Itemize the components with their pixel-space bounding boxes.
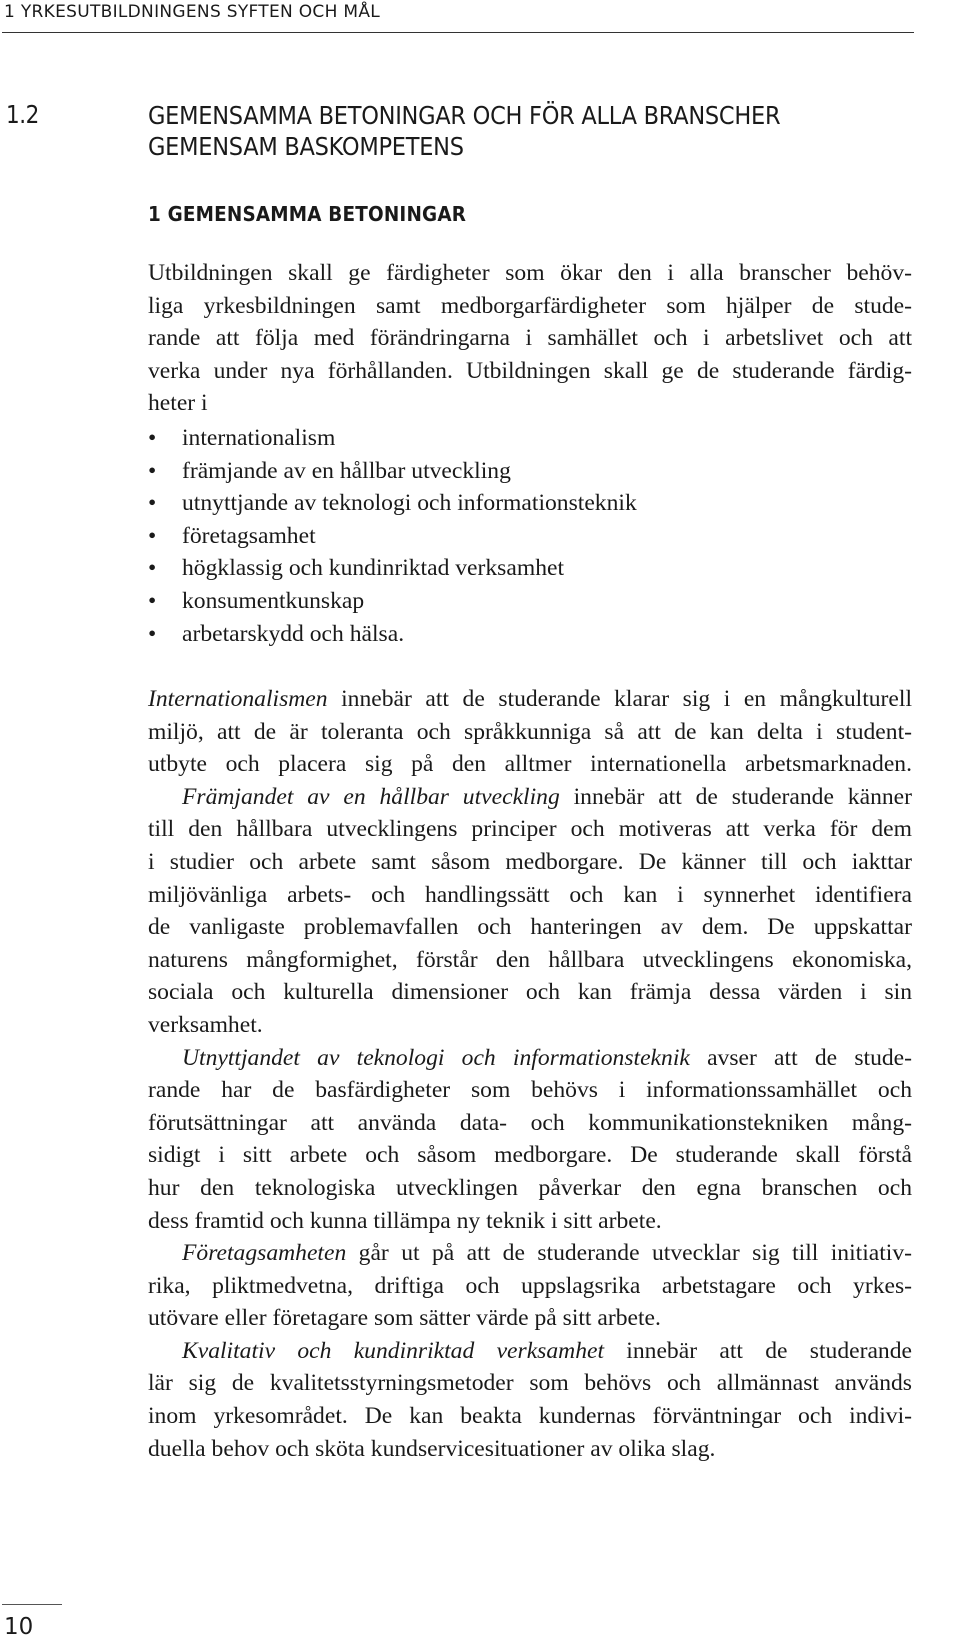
- section-title: [148, 100, 780, 162]
- paragraph-line: sociala och kulturella dimensioner och kan främja dessa värden i sin: [148, 979, 912, 1006]
- list-item: [148, 520, 637, 553]
- paragraph-line: naturens mångformighet, förstår den hållbara utvecklingens ekonomiska,: [148, 946, 912, 973]
- bullet-icon: •: [148, 425, 157, 451]
- list-item-text: företagsamhet: [182, 522, 316, 549]
- footer-rule: [2, 1604, 62, 1605]
- paragraph-line: [148, 1042, 912, 1075]
- header-rule: [2, 32, 914, 33]
- list-item-text: konsumentkunskap: [182, 587, 365, 614]
- line-text: går ut på att de studerande utvecklar sig till initiativ-: [346, 1240, 912, 1267]
- list-item-text: internationalism: [182, 425, 336, 451]
- section-title-line-2: GEMENSAM BASKOMPETENS: [148, 132, 464, 161]
- bullet-icon: •: [148, 587, 157, 614]
- paragraph-line: verksamhet.: [148, 1011, 263, 1038]
- paragraph-line: de vanligaste problemavfallen och hanteringen av dem. De uppskattar: [148, 914, 912, 941]
- list-item: [148, 618, 637, 651]
- intro-line: Utbildningen skall ge färdigheter som ökar den i alla branscher behöv-: [148, 260, 912, 286]
- emphasized-term: Främjandet av en hållbar utveckling: [182, 783, 560, 810]
- paragraph-line: duella behov och sköta kundservicesituationer av olika slag.: [148, 1435, 716, 1462]
- paragraph-line: miljö, att de är toleranta och språkkunniga så att de kan delta i student-: [148, 718, 912, 745]
- paragraph-line: rika, pliktmedvetna, driftiga och uppslagsrika arbetstagare och yrkes-: [148, 1272, 912, 1299]
- paragraph-line: [148, 781, 912, 814]
- paragraph-line: utövare eller företagare som sätter värde på sitt arbete.: [148, 1305, 661, 1332]
- paragraph-line: förutsättningar att använda data- och kommunikationstekniken mång-: [148, 1109, 912, 1136]
- body-paragraphs: [148, 683, 912, 1465]
- page-number: 10: [4, 1614, 34, 1640]
- list-item: [148, 552, 637, 585]
- list-item-text: arbetarskydd och hälsa.: [182, 620, 405, 647]
- subsection-title: 1 GEMENSAMMA BETONINGAR: [148, 202, 467, 226]
- bullet-icon: •: [148, 620, 157, 647]
- list-item-text: högklassig och kundinriktad verksamhet: [182, 555, 565, 582]
- list-item-text: utnyttjande av teknologi och informationsteknik: [182, 490, 637, 517]
- intro-line: liga yrkesbildningen samt medborgarfärdigheter som hjälper de stude-: [148, 292, 912, 319]
- paragraph-line: rande har de basfärdigheter som behövs i informationssamhället och: [148, 1077, 912, 1104]
- paragraph-line: [148, 683, 912, 716]
- paragraph-line: inom yrkesområdet. De kan beakta kundernas förväntningar och indivi-: [148, 1403, 912, 1430]
- emphasized-term: Företagsamheten: [182, 1240, 347, 1267]
- list-item: [148, 487, 637, 520]
- intro-paragraph: [148, 257, 912, 420]
- emphasized-term: Internationalismen: [148, 686, 328, 712]
- paragraph-line: sidigt i sitt arbete och såsom medborgare. De studerande skall förstå: [148, 1142, 912, 1169]
- section-number: 1.2: [6, 100, 39, 129]
- intro-line: verka under nya förhållanden. Utbildningen skall ge de studerande färdig-: [148, 357, 912, 384]
- paragraph-line: [148, 1335, 912, 1368]
- section-title-line-1: GEMENSAMMA BETONINGAR OCH FÖR ALLA BRANSCHER: [148, 101, 781, 130]
- line-text: innebär att de studerande klarar sig i en mångkulturell: [327, 686, 912, 712]
- bullet-icon: •: [148, 522, 157, 549]
- paragraph-line: dess framtid och kunna tillämpa ny teknik i sitt arbete.: [148, 1207, 662, 1234]
- list-item: [148, 455, 637, 488]
- paragraph-line: hur den teknologiska utvecklingen påverkar den egna branschen och: [148, 1174, 912, 1201]
- list-item: [148, 422, 637, 455]
- emphasized-term: Kvalitativ och kundinriktad verksamhet: [182, 1337, 605, 1364]
- line-text: innebär att de studerande känner: [559, 783, 912, 810]
- paragraph-line: till den hållbara utvecklingens principer och motiveras att verka för dem: [148, 816, 912, 843]
- paragraph-line: i studier och arbete samt såsom medborgare. De känner till och iakttar: [148, 848, 912, 875]
- bullet-icon: •: [148, 490, 157, 517]
- list-item-text: främjande av en hållbar utveckling: [182, 457, 511, 484]
- line-text: innebär att de studerande: [604, 1337, 912, 1364]
- competence-list: [148, 422, 637, 650]
- emphasized-term: Utnyttjandet av teknologi och informationsteknik: [182, 1044, 690, 1071]
- intro-line: heter i: [148, 390, 208, 417]
- line-text: avser att de stude-: [689, 1044, 912, 1071]
- paragraph-line: [148, 1237, 912, 1270]
- paragraph-line: lär sig de kvalitetsstyrningsmetoder som behövs och allmännast används: [148, 1370, 912, 1397]
- intro-line: rande att följa med förändringarna i samhället och i arbetslivet och att: [148, 325, 912, 352]
- paragraph-line: miljövänliga arbets- och handlingssätt och kan i synnerhet identifiera: [148, 881, 912, 908]
- paragraph-line: utbyte och placera sig på den alltmer internationella arbetsmarknaden.: [148, 751, 912, 778]
- list-item: [148, 585, 637, 618]
- running-header: 1 YRKESUTBILDNINGENS SYFTEN OCH MÅL: [4, 2, 381, 22]
- bullet-icon: •: [148, 457, 157, 484]
- bullet-icon: •: [148, 555, 157, 582]
